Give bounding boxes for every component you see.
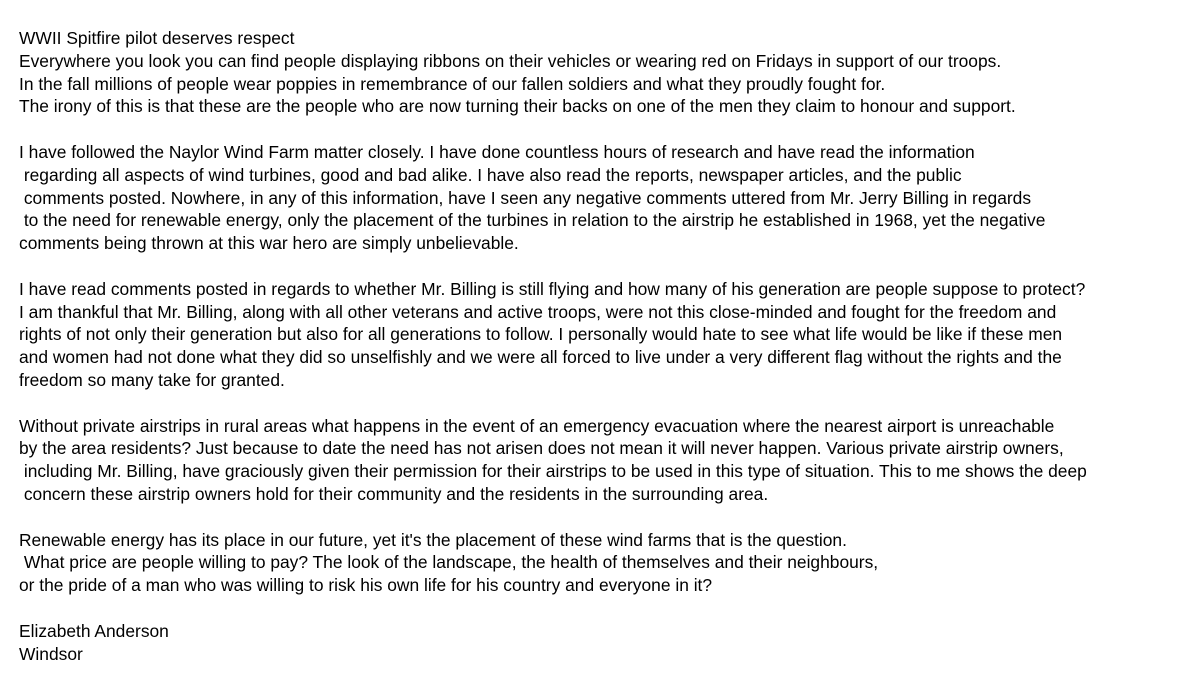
paragraph-3-line: including Mr. Billing, have graciously given their permission for their airstrips to be used in this type of situation. This to me shows the deep [19,461,1087,482]
paragraph-3-line: by the area residents? Just because to date the need has not arisen does not mean it will never happen. Various private airstrip owners, [19,438,1064,459]
paragraph-4-line: Renewable energy has its place in our future, yet it's the placement of these wind farms that is the question. [19,529,847,550]
paragraph-gap [19,118,1194,141]
paragraph-1-line: regarding all aspects of wind turbines, good and bad alike. I have also read the reports, newspaper articles, and the public [19,164,962,185]
paragraph-1-line: comments posted. Nowhere, in any of this information, have I seen any negative comments uttered from Mr. Jerry Billing in regards [19,187,1032,208]
intro-line: Everywhere you look you can find people displaying ribbons on their vehicles or wearing red on Fridays in support of our troops. [19,50,1002,71]
signature-location: Windsor [19,643,83,664]
paragraph-3-line: concern these airstrip owners hold for their community and the residents in the surrounding area. [19,483,769,504]
letter-body [19,27,1194,665]
paragraph-2-line: I have read comments posted in regards to whether Mr. Billing is still flying and how many of his generation are people suppose to protect? [19,278,1086,299]
paragraph-1-line: to the need for renewable energy, only the placement of the turbines in relation to the airstrip he established in 1968, yet the negative [19,210,1046,231]
paragraph-gap [19,392,1194,415]
paragraph-2-line: freedom so many take for granted. [19,369,285,390]
intro-line: In the fall millions of people wear poppies in remembrance of our fallen soldiers and what they proudly fought for. [19,73,886,94]
paragraph-gap [19,255,1194,278]
paragraph-2-line: I am thankful that Mr. Billing, along with all other veterans and active troops, were not this close-minded and fought for the freedom and [19,301,1057,322]
paragraph-2-line: and women had not done what they did so unselfishly and we were all forced to live under a very different flag without the rights and the [19,347,1062,368]
letter-title: WWII Spitfire pilot deserves respect [19,28,295,48]
paragraph-1-line: comments being thrown at this war hero are simply unbelievable. [19,233,519,254]
signature-name: Elizabeth Anderson [19,620,169,641]
paragraph-2-line: rights of not only their generation but also for all generations to follow. I personally would hate to see what life would be like if these men [19,324,1063,345]
paragraph-gap [19,597,1194,620]
paragraph-3-line: Without private airstrips in rural areas what happens in the event of an emergency evacuation where the nearest airport is unreachable [19,415,1055,436]
paragraph-1-line: I have followed the Naylor Wind Farm matter closely. I have done countless hours of research and have read the information [19,141,975,162]
paragraph-4-line: What price are people willing to pay? The look of the landscape, the health of themselves and their neighbours, [19,552,879,573]
paragraph-gap [19,506,1194,529]
paragraph-4-line: or the pride of a man who was willing to risk his own life for his country and everyone in it? [19,575,713,596]
intro-line: The irony of this is that these are the people who are now turning their backs on one of the men they claim to honour and support. [19,96,1016,117]
